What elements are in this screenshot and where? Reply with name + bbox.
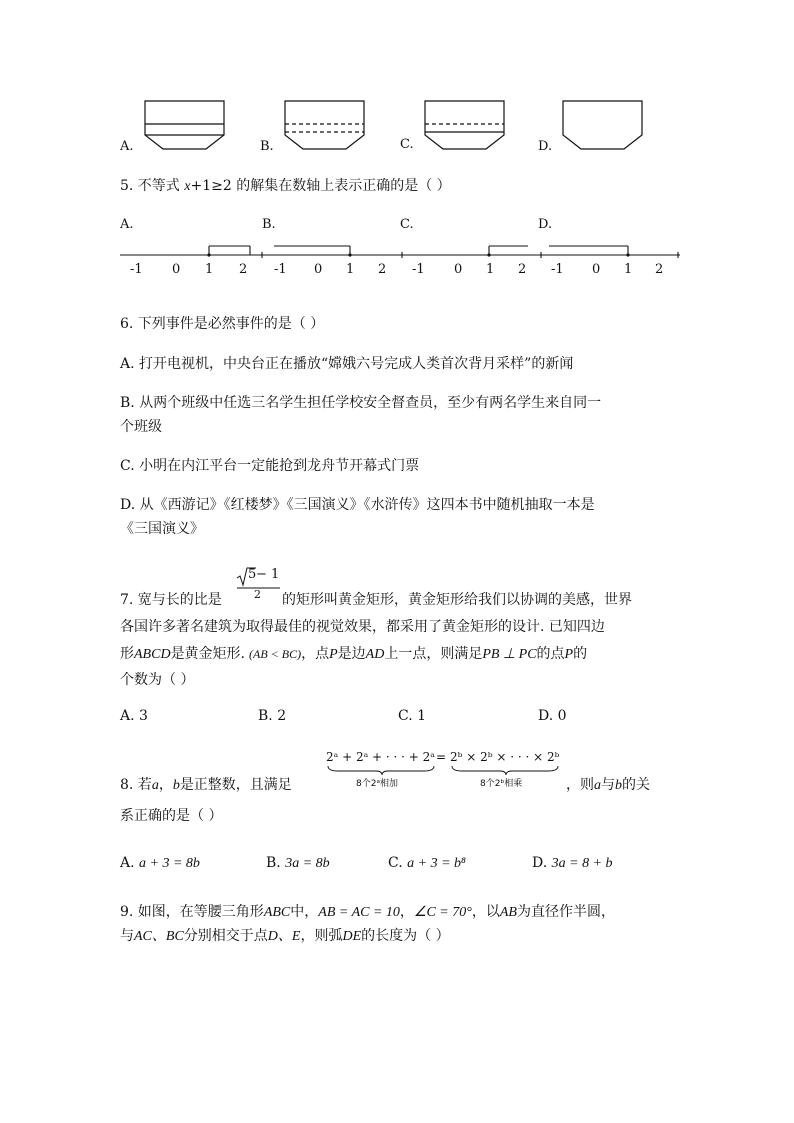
q5-b-tick-neg1: -1	[274, 262, 287, 277]
q4-option-c-label: C.	[400, 137, 414, 152]
q8-eq-left: 2ᵃ + 2ᵃ + · · · + 2ᵃ	[326, 750, 435, 764]
q7-line2: 各国许多著名建筑为取得最佳的视觉效果，都采用了黄金矩形的设计. 已知四边	[120, 619, 605, 635]
q5-d-tick-2: 2	[655, 262, 664, 277]
q7-sqrt-radicand: 5	[248, 567, 257, 582]
q5-d-tick-neg1: -1	[551, 262, 564, 277]
q7-line4: 个数为（ ）	[120, 672, 195, 688]
q8-eq-equals: =	[436, 750, 447, 764]
q6-option-d-line1: D. 从《西游记》《红楼梦》《三国演义》《水浒传》这四本书中随机抽取一本是	[120, 497, 595, 513]
q6-option-c: C. 小明在内江平台一定能抢到龙舟节开幕式门票	[120, 458, 420, 474]
q5-a-tick-1: 1	[205, 262, 214, 277]
q5-option-a-label: A.	[120, 217, 134, 232]
q4-option-a-label: A.	[120, 139, 134, 154]
q9-line2: 与AC、BC分别相交于点D、E，则弧DE的长度为（ ）	[120, 928, 450, 944]
q7-option-d: D. 0	[538, 708, 567, 724]
q5-c-tick-1: 1	[486, 262, 495, 277]
q6-option-b-line1: B. 从两个班级中任选三名学生担任学校安全督查员，至少有两名学生来自同一	[120, 395, 602, 411]
q7-option-b: B. 2	[258, 708, 287, 724]
q5-option-d-label: D.	[538, 217, 553, 232]
q7-frac-denominator: 2	[254, 588, 261, 601]
q4-option-d-label: D.	[538, 139, 553, 154]
q5-b-tick-1: 1	[346, 262, 355, 277]
q6-option-b-line2: 个班级	[120, 419, 162, 435]
q8-option-b: B. 3a = 8b	[266, 855, 330, 871]
q8-equation	[326, 750, 566, 794]
q8-line2: 系正确的是（ ）	[120, 808, 223, 824]
q7-frac-minus-one: − 1	[256, 567, 280, 582]
q7-option-c: C. 1	[398, 708, 427, 724]
q5-d-tick-0: 0	[592, 262, 601, 277]
q5-b-tick-0: 0	[314, 262, 323, 277]
q8-option-d: D. 3a = 8 + b	[532, 855, 613, 871]
q7-option-a: A. 3	[120, 708, 148, 724]
q5-question: 5. 不等式 x+1≥2 的解集在数轴上表示正确的是（ ）	[120, 178, 451, 194]
q8-tail: ，则a与b的关	[566, 777, 650, 793]
q8-lead: 8. 若a，b是正整数，且满足	[120, 777, 292, 793]
q9-line1: 9. 如图，在等腰三角形ABC中，AB = AC = 10，∠C = 70°，以AB为直径作半圆，	[120, 904, 615, 920]
q8-option-c: C. a + 3 = b⁸	[388, 855, 466, 871]
q5-c-tick-0: 0	[454, 262, 463, 277]
q5-d-tick-1: 1	[624, 262, 633, 277]
q8-eq-right: 2ᵇ × 2ᵇ × · · · × 2ᵇ	[450, 750, 560, 764]
q5-number-lines	[0, 0, 794, 300]
q7-line3: 形ABCD是黄金矩形. (AB < BC)，点P是边AD上一点，则满足PB ⊥ PC的点P的	[120, 646, 588, 662]
q5-a-tick-neg1: -1	[130, 262, 143, 277]
q7-golden-fraction	[236, 566, 282, 606]
q6-option-a: A. 打开电视机，中央台正在播放“嫦娥六号完成人类首次背月采样”的新闻	[120, 356, 574, 372]
q7-line1-tail: 的矩形叫黄金矩形，黄金矩形给我们以协调的美感，世界	[282, 592, 632, 608]
q8-option-a: A. a + 3 = 8b	[120, 855, 200, 871]
q5-c-tick-neg1: -1	[412, 262, 425, 277]
q5-a-tick-0: 0	[172, 262, 181, 277]
q5-a-tick-2: 2	[239, 262, 248, 277]
q6-option-d-line2: 《三国演义》	[120, 521, 204, 537]
q4-option-b-label: B.	[260, 139, 274, 154]
q8-brace-right-label: 8个2ᵇ相乘	[480, 779, 523, 789]
q5-c-tick-2: 2	[518, 262, 527, 277]
q6-question: 6. 下列事件是必然事件的是（ ）	[120, 316, 325, 332]
q5-option-b-label: B.	[262, 217, 276, 232]
q5-b-tick-2: 2	[378, 262, 387, 277]
q5-option-c-label: C.	[400, 217, 414, 232]
q8-brace-left-label: 8个2ᵃ相加	[356, 779, 398, 789]
q7-line1-lead: 7. 宽与长的比是	[120, 592, 222, 608]
